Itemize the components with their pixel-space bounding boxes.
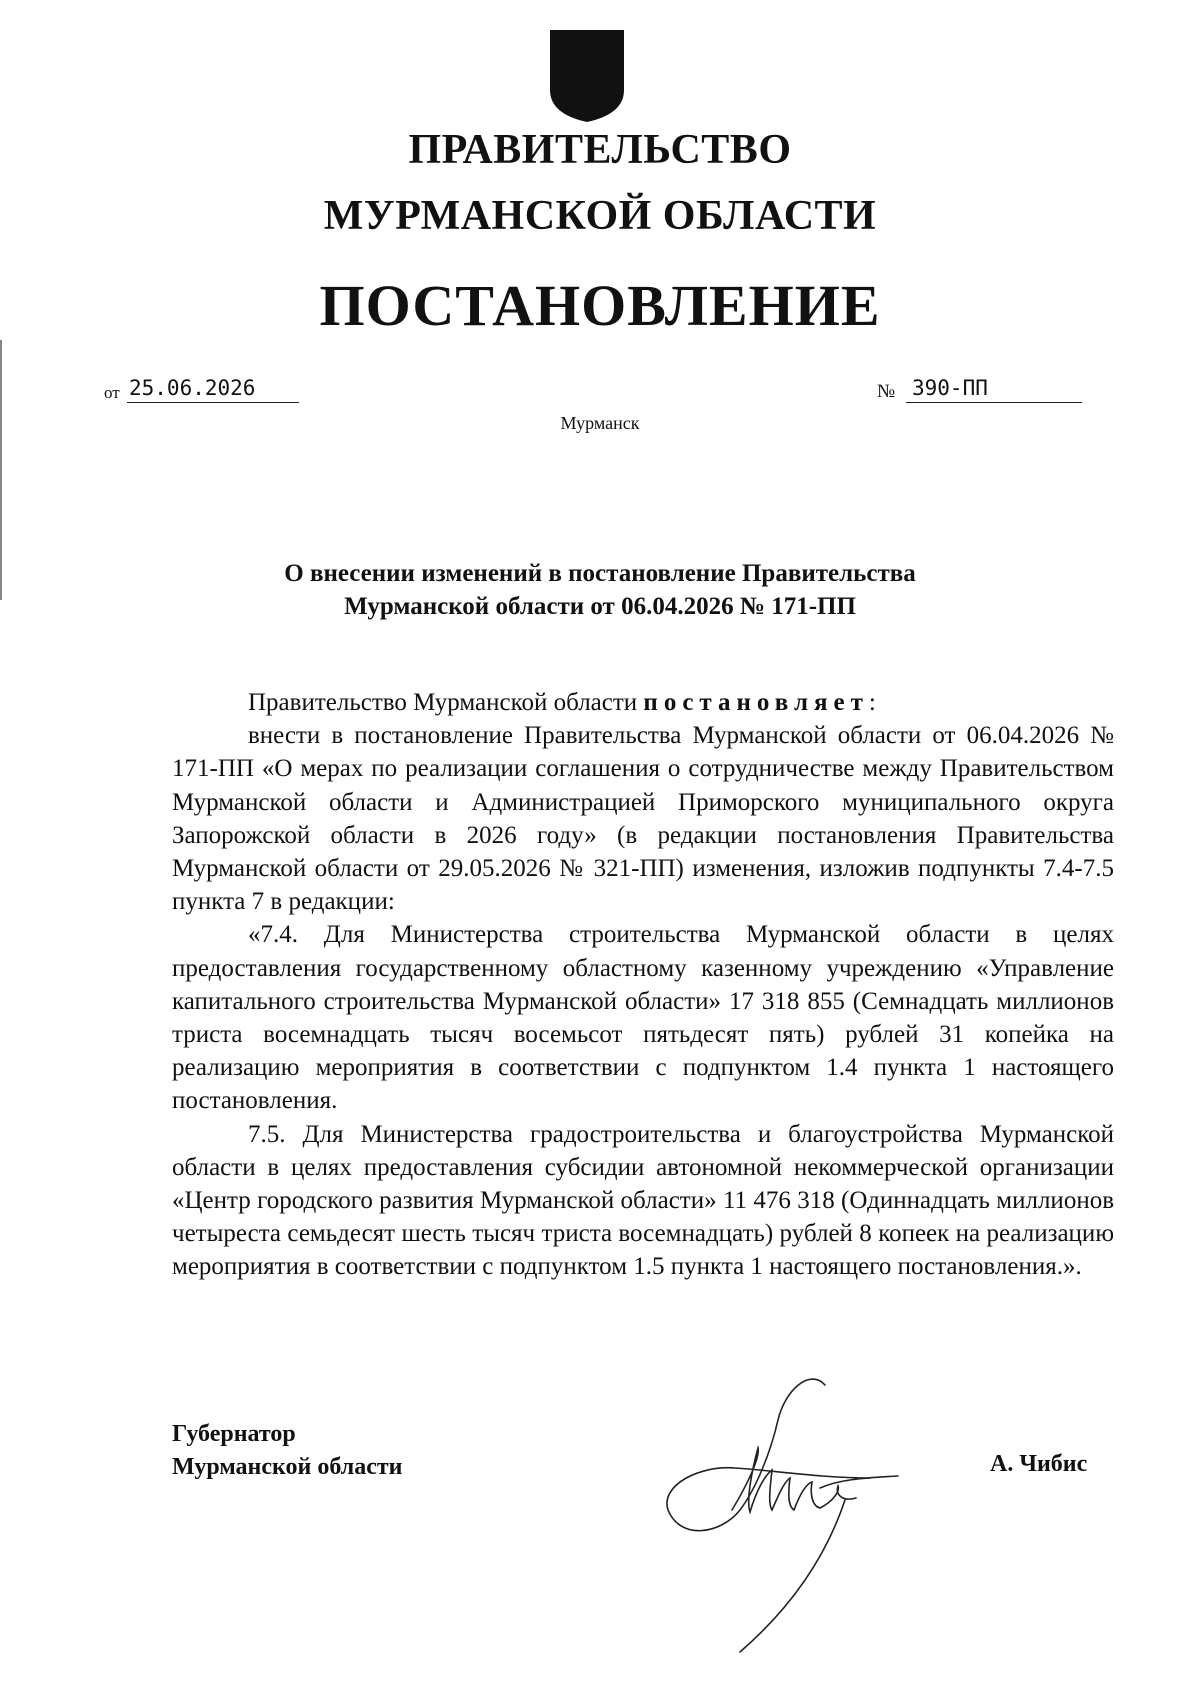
subject-line1: О внесении изменений в постановление Правительства — [284, 560, 916, 587]
subject-line2: Мурманской области от 06.04.2026 № 171-ПП — [344, 593, 856, 620]
intro-prefix: Правительство Мурманской области — [248, 689, 644, 716]
signatory-position — [172, 1418, 402, 1484]
intro-paragraph — [172, 686, 1114, 719]
document-date: 25.06.2026 — [127, 374, 299, 403]
document-subject — [150, 557, 1050, 623]
signatory-name: А. Чибис — [990, 1451, 1088, 1477]
body-paragraph-3: 7.5. Для Министерства градостроительства и благоустройства Мурманской области в целях предоставления субсидии автономной некоммерческой организации «Центр городского развития Мурманской области» 11 476 318 (Одиннадцать миллионов четыреста семьдесят шесть тысяч триста восемнадцать) рублей 8 копеек на реализацию мероприятия в соответствии с подпунктом 1.5 пункта 1 настоящего постановления.». — [172, 1120, 1114, 1281]
signatory-position-line1: Губернатор — [172, 1421, 296, 1447]
number-label: № — [877, 381, 896, 402]
document-number: 390-ПП — [906, 374, 1082, 403]
body-paragraph-2: «7.4. Для Министерства строительства Мурманской области в целях предоставления государственному областному казенному учреждению «Управление капитального строительства Мурманской области» 17 318 855 (Семнадцать миллионов триста восемнадцать тысяч восемьсот пятьдесят пять) рублей 31 копейка на реализацию мероприятия в соответствии с подпунктом 1.4 пункта 1 настоящего постановления. — [172, 921, 1114, 1115]
intro-verb: постановляет — [643, 689, 869, 716]
document-type-title: ПОСТАНОВЛЕНИЕ — [319, 273, 881, 338]
document-city: Мурманск — [560, 413, 640, 433]
body-paragraph-1: внести в постановление Правительства Мурманской области от 06.04.2026 № 171-ПП «О мерах по реализации соглашения о сотрудничестве между Правительством Мурманской области и Администрацией Приморского муниципального округа Запорожской области в 2026 году» (в редакции постановления Правительства Мурманской области от 29.05.2026 № 321-ПП) изменения, изложив подпункты 7.4-7.5 пункта 7 в редакции: — [172, 722, 1114, 916]
intro-suffix: : — [868, 689, 876, 716]
signatory-position-line2: Мурманской области — [172, 1454, 403, 1480]
date-label: от — [104, 383, 120, 402]
coat-of-arms-emblem — [548, 28, 626, 124]
org-name-line2: МУРМАНСКОЙ ОБЛАСТИ — [323, 193, 877, 239]
handwritten-signature — [660, 1360, 940, 1660]
document-body — [172, 686, 1114, 1284]
org-name-line1: ПРАВИТЕЛЬСТВО — [408, 127, 792, 173]
scan-margin-mark — [0, 340, 2, 600]
